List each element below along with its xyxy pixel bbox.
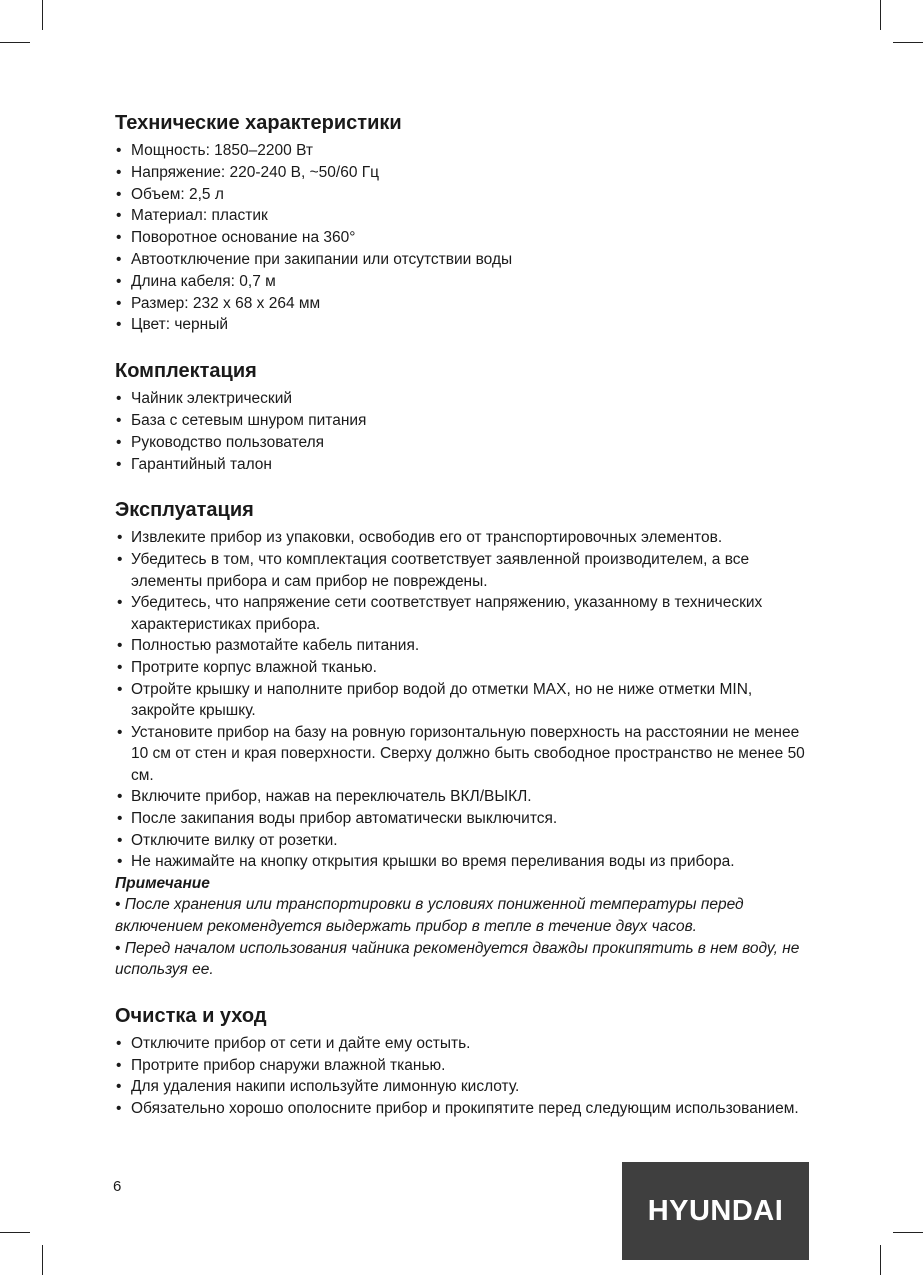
page-number: 6 (113, 1178, 122, 1195)
list-item: • Полностью размотайте кабель питания. (115, 635, 815, 657)
list-item: • Включите прибор, нажав на переключатель ВКЛ/ВЫКЛ. (115, 786, 815, 808)
manual-page-content (115, 110, 815, 1142)
list-item: • Чайник электрический (115, 388, 815, 410)
list-item: • Протрите прибор снаружи влажной тканью. (115, 1055, 815, 1077)
operation-heading: Эксплуатация (115, 499, 254, 522)
list-item: • Отключите прибор от сети и дайте ему остыть. (115, 1033, 815, 1055)
list-item: • База с сетевым шнуром питания (115, 410, 815, 432)
list-item: • Установите прибор на базу на ровную горизонтальную поверхность на расстоянии не менее 10 см от стен и края поверхности. Сверху должно быть свободное пространство не менее 50 см. (115, 722, 815, 787)
crop-mark (42, 0, 43, 30)
specs-section (115, 110, 815, 336)
list-item: • Для удаления накипи используйте лимонную кислоту. (115, 1076, 815, 1098)
list-item: • Убедитесь, что напряжение сети соответствует напряжению, указанному в технических характеристиках прибора. (115, 592, 815, 635)
list-item: • Размер: 232 х 68 х 264 мм (115, 293, 815, 315)
specs-heading: Технические характеристики (115, 112, 402, 134)
crop-mark (880, 0, 881, 30)
kit-section (115, 358, 815, 475)
list-item: • Гарантийный талон (115, 454, 815, 476)
list-item: • Напряжение: 220-240 В, ~50/60 Гц (115, 162, 815, 184)
specs-list (115, 140, 815, 336)
kit-heading: Комплектация (115, 360, 257, 383)
list-item: • Извлеките прибор из упаковки, освободив его от транспортировочных элементов. (115, 527, 815, 549)
list-item: • Цвет: черный (115, 314, 815, 336)
note-item: • Перед началом использования чайника рекомендуется дважды прокипятить в нем воду, не используя ее. (115, 939, 800, 979)
list-item: • Протрите корпус влажной тканью. (115, 657, 815, 679)
brand-logo (622, 1162, 809, 1260)
note-item: • После хранения или транспортировки в условиях пониженной температуры перед включением рекомендуется выдержать прибор в тепле в течение двух часов. (115, 896, 744, 936)
list-item: • Убедитесь в том, что комплектация соответствует заявленной производителем, а все элементы прибора и сам прибор не повреждены. (115, 549, 815, 592)
crop-mark (42, 1245, 43, 1275)
list-item: • Не нажимайте на кнопку открытия крышки во время переливания воды из прибора. (115, 851, 815, 873)
list-item: • Автоотключение при закипании или отсутствии воды (115, 249, 815, 271)
list-item: • Поворотное основание на 360° (115, 227, 815, 249)
note-heading: Примечание (115, 874, 210, 892)
operation-section (115, 497, 815, 980)
crop-mark (0, 42, 30, 43)
crop-mark (880, 1245, 881, 1275)
kit-list (115, 388, 815, 475)
list-item: • Мощность: 1850–2200 Вт (115, 140, 815, 162)
care-list (115, 1033, 815, 1120)
crop-mark (893, 42, 923, 43)
crop-mark (0, 1232, 30, 1233)
crop-mark (893, 1232, 923, 1233)
list-item: • Отройте крышку и наполните прибор водой до отметки MAX, но не ниже отметки MIN, закройте крышку. (115, 679, 815, 722)
brand-logo-text: HYUNDAI (647, 1194, 784, 1227)
list-item: • После закипания воды прибор автоматически выключится. (115, 808, 815, 830)
care-section (115, 1003, 815, 1120)
list-item: • Отключите вилку от розетки. (115, 830, 815, 852)
care-heading: Очистка и уход (115, 1004, 267, 1027)
list-item: • Длина кабеля: 0,7 м (115, 271, 815, 293)
list-item: • Руководство пользователя (115, 432, 815, 454)
operation-list (115, 527, 815, 873)
list-item: • Объем: 2,5 л (115, 184, 815, 206)
list-item: • Материал: пластик (115, 205, 815, 227)
list-item: • Обязательно хорошо ополосните прибор и прокипятите перед следующим использованием. (115, 1098, 815, 1120)
